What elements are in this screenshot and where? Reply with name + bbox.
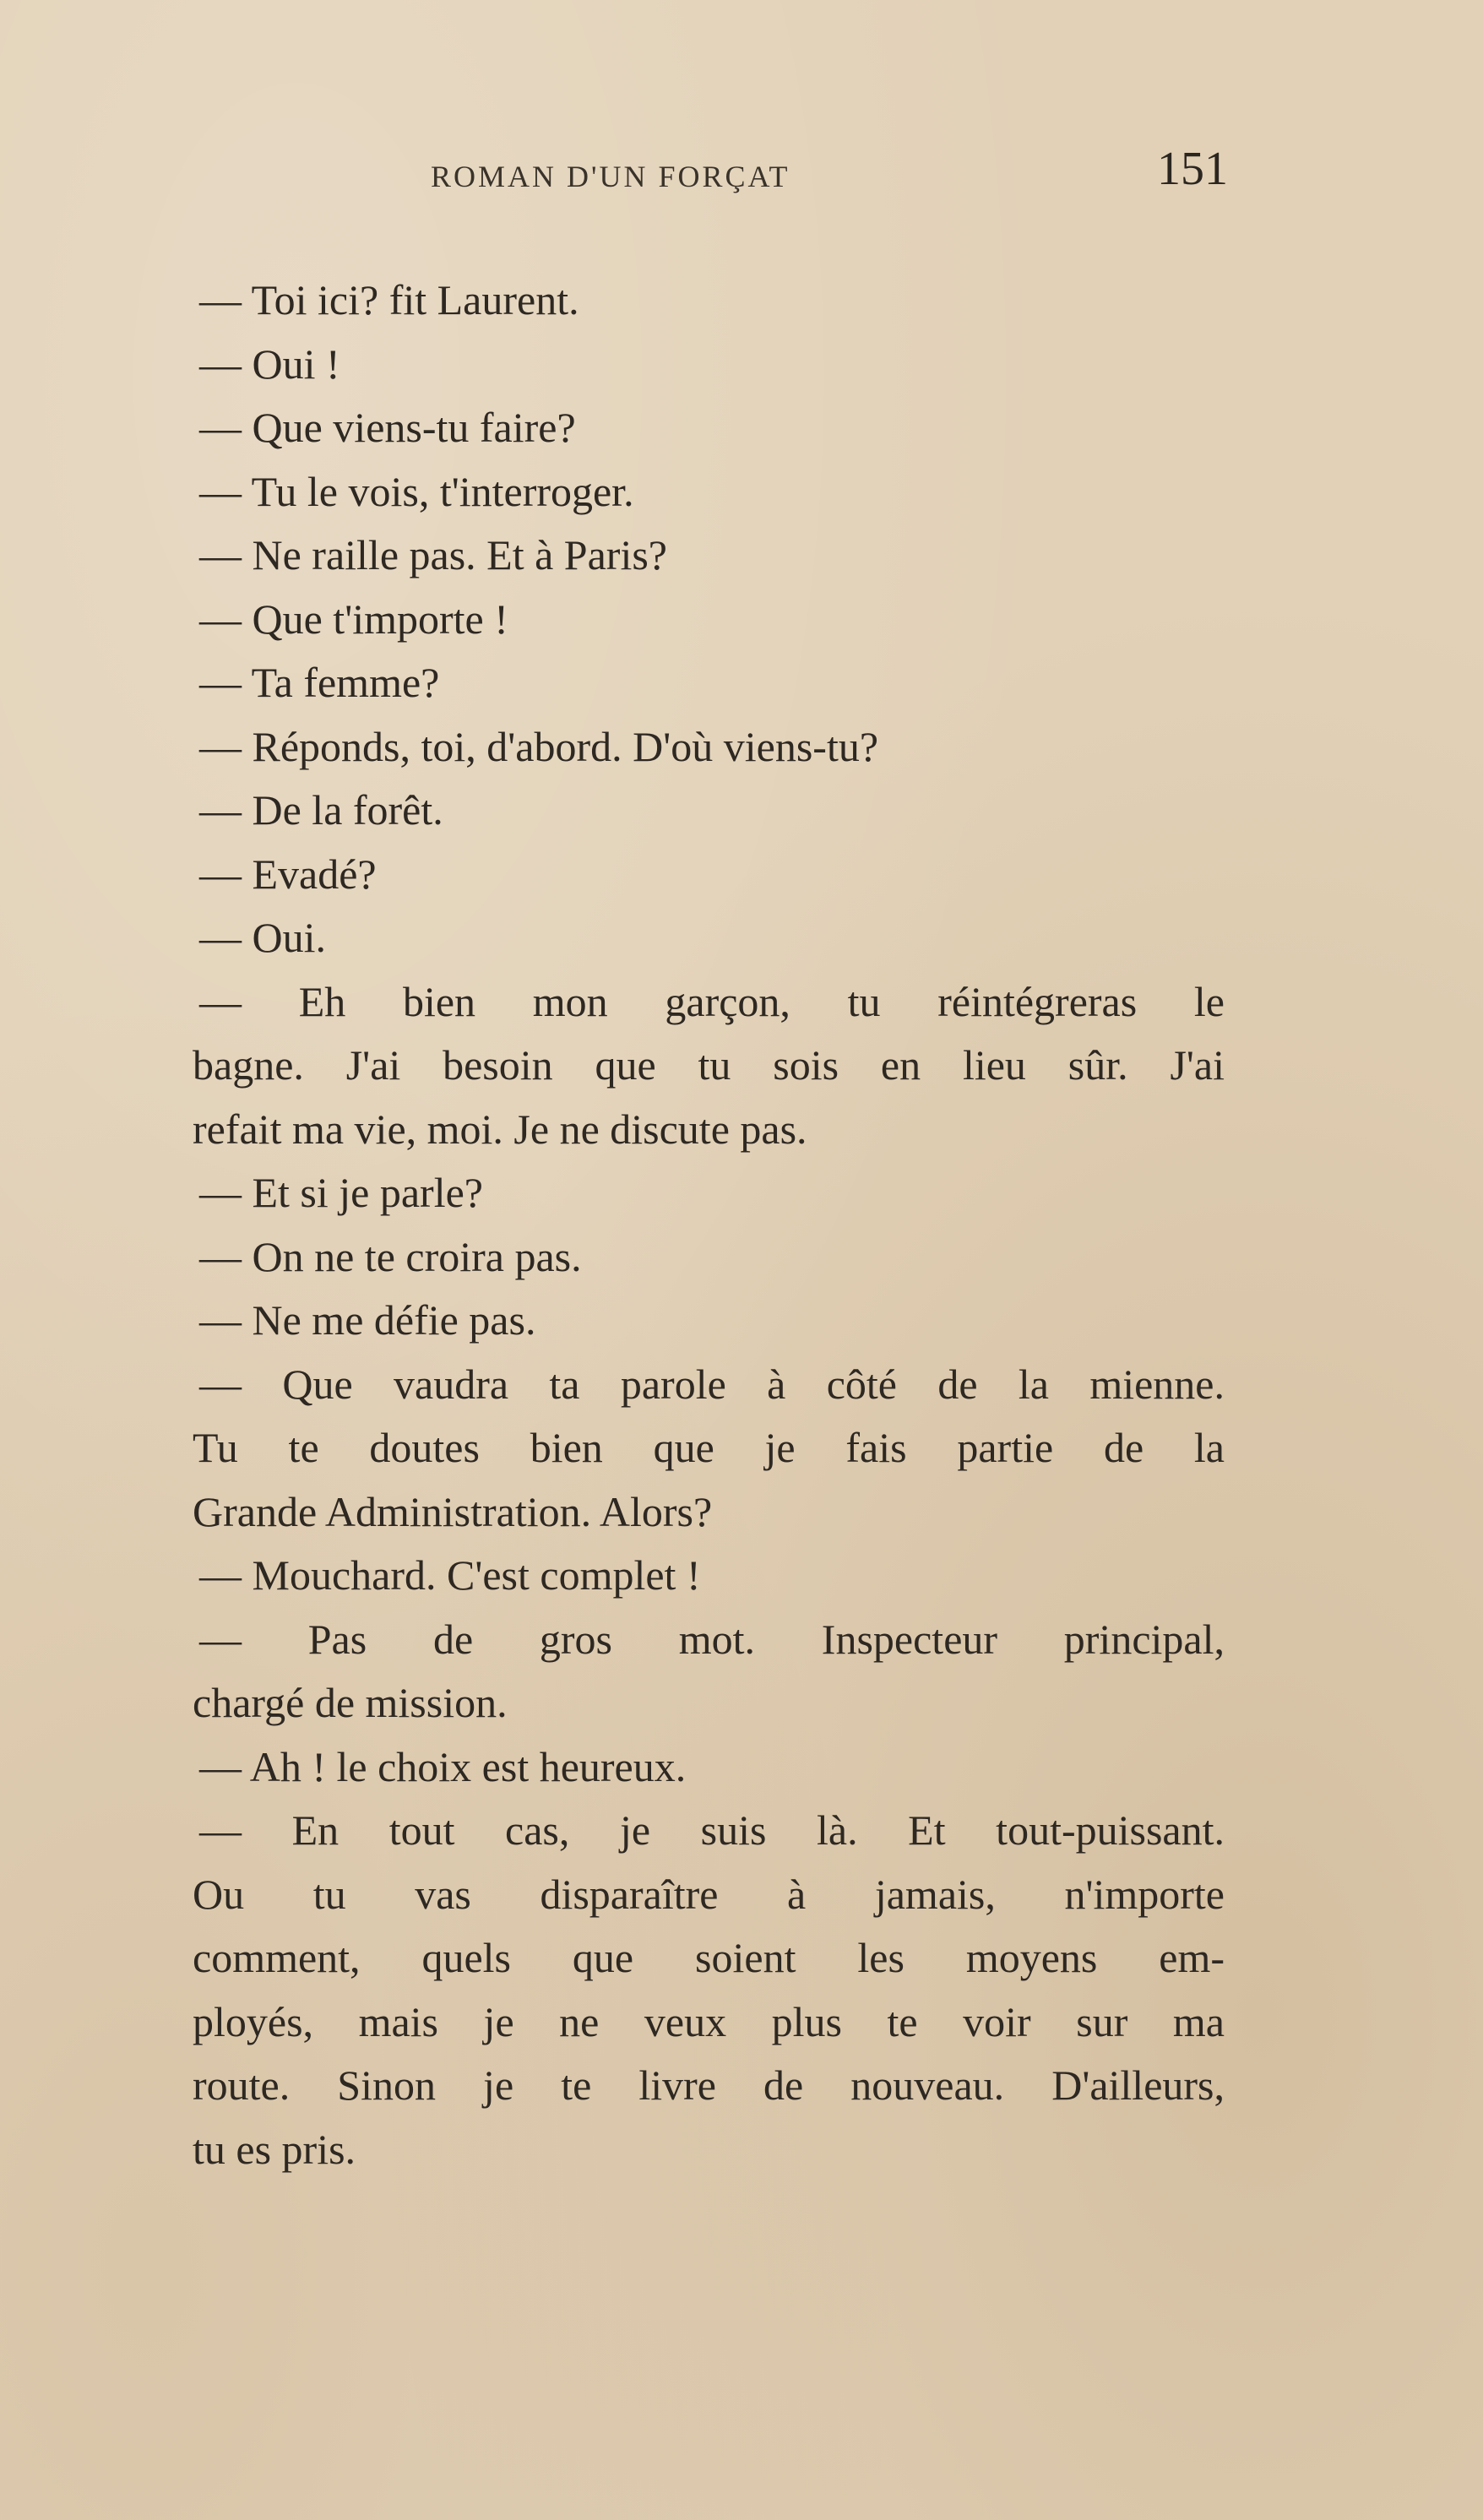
page-number: 151 [1157, 143, 1228, 195]
text-line: — Mouchard. C'est complet ! [199, 1551, 701, 1599]
text-line: — Que t'importe ! [199, 595, 508, 643]
text-line: comment, quels que soient les moyens em- [193, 1934, 1225, 1981]
text-line: — Ne me défie pas. [199, 1296, 536, 1344]
text-line: — Toi ici? fit Laurent. [199, 276, 579, 323]
text-line: — Evadé? [199, 850, 377, 898]
text-line: — Pas de gros mot. Inspecteur principal, [199, 1615, 1225, 1663]
text-line: — Tu le vois, t'interroger. [199, 467, 634, 515]
text-line: — Ne raille pas. Et à Paris? [199, 531, 667, 578]
text-line: bagne. J'ai besoin que tu sois en lieu sûr. J'ai [193, 1041, 1225, 1089]
text-line: Ou tu vas disparaître à jamais, n'importe [193, 1870, 1225, 1918]
text-line: — Réponds, toi, d'abord. D'où viens-tu? [199, 722, 879, 770]
text-line: — Que vaudra ta parole à côté de la mienne. [199, 1360, 1225, 1408]
text-line: — Ah ! le choix est heureux. [199, 1742, 687, 1790]
text-line: — En tout cas, je suis là. Et tout-puissant. [199, 1806, 1225, 1854]
text-line: — On ne te croira pas. [199, 1232, 582, 1280]
text-line: Grande Administration. Alors? [193, 1487, 713, 1535]
text-line: route. Sinon je te livre de nouveau. D'ailleurs, [193, 2061, 1225, 2109]
running-title: ROMAN D'UN FORÇAT [431, 160, 790, 193]
text-line: Tu te doutes bien que je fais partie de la [193, 1424, 1225, 1471]
text-line: ployés, mais je ne veux plus te voir sur ma [193, 1997, 1225, 2045]
text-line: — Eh bien mon garçon, tu réintégreras le [199, 977, 1225, 1025]
body-text [193, 269, 1225, 2181]
text-line: refait ma vie, moi. Je ne discute pas. [193, 1105, 807, 1153]
text-line: — Ta femme? [199, 659, 440, 706]
text-line: chargé de mission. [193, 1679, 508, 1726]
text-line: — De la forêt. [199, 786, 443, 834]
text-line: — Oui. [199, 914, 326, 961]
text-line: tu es pris. [193, 2125, 356, 2173]
text-line: — Que viens-tu faire? [199, 404, 576, 451]
text-line: — Oui ! [199, 339, 340, 388]
text-line: — Et si je parle? [199, 1169, 483, 1216]
